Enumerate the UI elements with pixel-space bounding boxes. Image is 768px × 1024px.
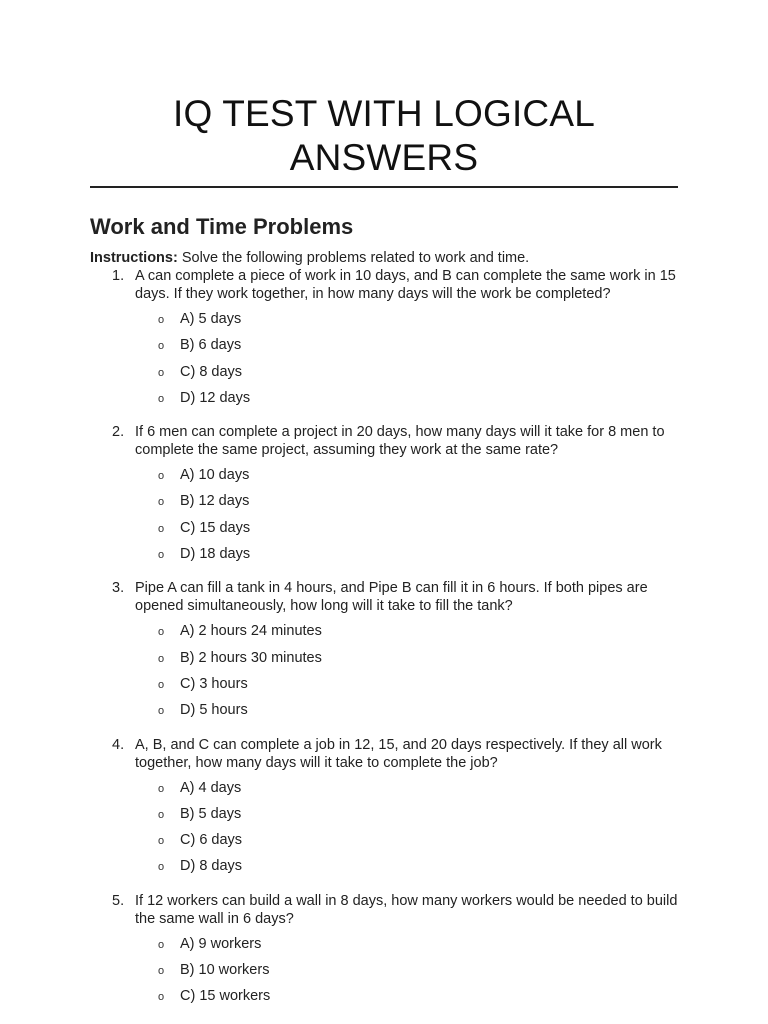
instructions-text: Solve the following problems related to work and time. [177, 250, 530, 266]
answer-option [135, 389, 678, 415]
instructions-label: Instructions: [90, 250, 178, 266]
answer-option-text: A) 10 days [180, 467, 250, 484]
answer-option [135, 545, 678, 571]
answer-option-text: C) 15 days [180, 519, 251, 536]
answer-option [135, 935, 678, 961]
answer-option [135, 519, 678, 545]
question-number: 4. [112, 736, 125, 753]
answer-option [135, 857, 678, 883]
question-text: A can complete a piece of work in 10 days, and B can complete the same work in 15 days. If they work together, in how many days will the work be completed? [135, 268, 676, 302]
answer-option [135, 649, 678, 675]
answer-option-text: B) 5 days [180, 805, 242, 822]
question-text: If 6 men can complete a project in 20 days, how many days will it take for 8 men to complete the same project, assuming they work at the same rate? [135, 424, 665, 459]
hollow-bullet-icon: o [158, 782, 165, 795]
question-number: 2. [112, 424, 125, 441]
hollow-bullet-icon: o [158, 496, 165, 509]
answer-option [135, 805, 678, 831]
answer-option-text: B) 6 days [180, 337, 242, 354]
answer-option-text: B) 10 workers [180, 962, 270, 979]
section-heading: Work and Time Problems [90, 214, 354, 239]
answer-options [135, 779, 678, 884]
question-list [90, 267, 678, 1014]
answer-option [135, 961, 678, 987]
hollow-bullet-icon: o [158, 626, 165, 639]
hollow-bullet-icon: o [158, 938, 165, 951]
hollow-bullet-icon: o [158, 965, 165, 978]
question-text: Pipe A can fill a tank in 4 hours, and Pipe B can fill it in 6 hours. If both pipes are opened simultaneously, how long will it take to fill the tank? [135, 580, 648, 615]
answer-option-text: C) 15 workers [180, 988, 271, 1005]
hollow-bullet-icon: o [158, 808, 165, 821]
answer-option [135, 779, 678, 805]
hollow-bullet-icon: o [158, 705, 165, 718]
instructions [90, 249, 678, 267]
question-text: A, B, and C can complete a job in 12, 15, and 20 days respectively. If they all work together, how many days will it take to complete the job? [135, 736, 662, 771]
answer-option-text: B) 2 hours 30 minutes [180, 649, 322, 666]
answer-option [135, 336, 678, 362]
answer-option-text: A) 2 hours 24 minutes [180, 623, 322, 640]
question-text: If 12 workers can build a wall in 8 days, how many workers would be needed to build the same wall in 6 days? [135, 892, 678, 927]
answer-option [135, 987, 678, 1013]
question-number: 1. [112, 268, 125, 284]
question-item [90, 267, 678, 415]
hollow-bullet-icon: o [158, 549, 165, 562]
answer-options [135, 935, 678, 1014]
answer-option [135, 363, 678, 389]
hollow-bullet-icon: o [158, 835, 165, 848]
question-item [90, 736, 678, 884]
question-item [90, 423, 678, 571]
question-number: 5. [112, 892, 125, 909]
answer-option-text: A) 4 days [180, 779, 242, 796]
hollow-bullet-icon: o [158, 366, 165, 379]
hollow-bullet-icon: o [158, 522, 165, 535]
answer-option [135, 675, 678, 701]
answer-option-text: A) 5 days [180, 311, 242, 327]
answer-option-text: D) 5 hours [180, 702, 248, 719]
question-item [90, 892, 678, 1014]
answer-option [135, 701, 678, 727]
answer-option-text: C) 6 days [180, 832, 243, 849]
hollow-bullet-icon: o [158, 678, 165, 691]
answer-option-text: D) 18 days [180, 546, 251, 563]
hollow-bullet-icon: o [158, 861, 165, 874]
hollow-bullet-icon: o [158, 470, 165, 483]
answer-option-text: C) 8 days [180, 363, 243, 380]
title-divider [90, 186, 678, 188]
answer-option [135, 310, 678, 336]
question-item [90, 579, 678, 727]
hollow-bullet-icon: o [158, 991, 165, 1004]
answer-option-text: D) 8 days [180, 858, 243, 875]
answer-option-text: D) 12 days [180, 389, 251, 406]
answer-option-text: B) 12 days [180, 493, 250, 510]
answer-option-text: C) 3 hours [180, 675, 248, 692]
hollow-bullet-icon: o [158, 314, 165, 326]
answer-options [135, 622, 678, 727]
hollow-bullet-icon: o [158, 340, 165, 353]
document-title: IQ TEST WITH LOGICAL ANSWERS [172, 93, 596, 178]
answer-options [135, 466, 678, 571]
answer-option [135, 466, 678, 492]
hollow-bullet-icon: o [158, 392, 165, 405]
answer-option [135, 622, 678, 648]
hollow-bullet-icon: o [158, 652, 165, 665]
answer-option [135, 831, 678, 857]
question-number: 3. [112, 580, 125, 597]
answer-option-text: A) 9 workers [180, 935, 262, 952]
answer-option [135, 492, 678, 518]
answer-options [135, 310, 678, 415]
document-page [90, 0, 678, 1022]
